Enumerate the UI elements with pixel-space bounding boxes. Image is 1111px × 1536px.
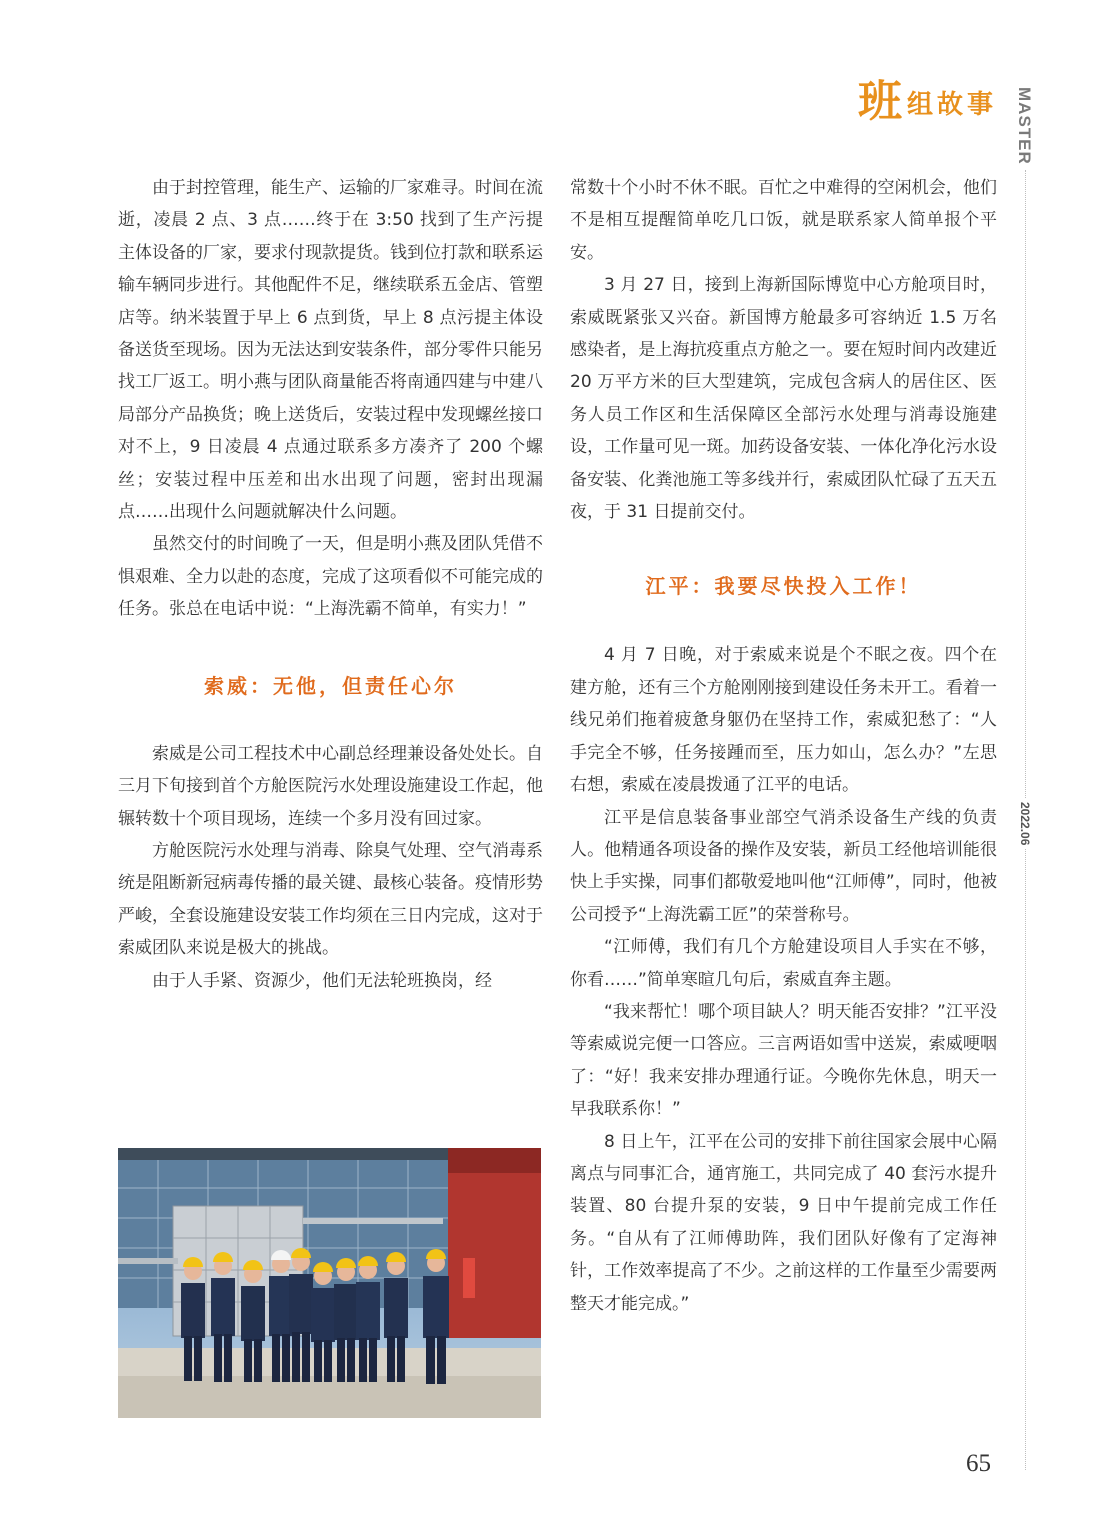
team-photo: [118, 1148, 541, 1418]
section-heading-suowei: 索威：无他，但责任心尔: [204, 673, 457, 698]
section-heading-jiangping: 江平：我要尽快投入工作！: [645, 574, 922, 599]
section-header: [858, 74, 998, 127]
section-title-big-char: 班: [858, 76, 901, 127]
paragraph: 索威是公司工程技术中心副总经理兼设备处处长。自三月下旬接到首个方舱医院污水处理设施建设工作起，他辗转数十个项目现场，连续一个多月没有回过家。: [118, 743, 543, 829]
paragraph: 由于封控管理，能生产、运输的厂家难寻。时间在流逝，凌晨 2 点、3 点……终于在 3:50 找到了生产污提主体设备的厂家，要求付现款提货。钱到位打款和联系运输车辆同步进行。其他配件不足，继续联系五金店、管塑店等。纳米装置于早上 6 点到货，早上 8 点污提主体设备送货至现场。因为无法达到安装条件，部分零件只能另找工厂返工。明小燕与团队商量能否将南通四建与中建八局部分产品换货；晚上送货后，安装过程中发现螺丝接口对不上，9 日凌晨 4 点通过联系多方凑齐了 200 个螺丝；安装过程中压差和出水出现了问题，密封出现漏点……出现什么问题就解决什么问题。: [118, 178, 543, 523]
paragraph: 江平是信息装备事业部空气消杀设备生产线的负责人。他精通各项设备的操作及安装，新员工经他培训能很快上手实操，同事们都敬爱地叫他“江师傅”，同时，他被公司授予“上海洗霸工匠”的荣誉称号。: [570, 807, 997, 925]
paragraph: “我来帮忙！哪个项目缺人？明天能否安排？”江平没等索威说完便一口答应。三言两语如雪中送炭，索威哽咽了：“好！我来安排办理通行证。今晚你先休息，明天一早我联系你！”: [570, 1001, 997, 1120]
paragraph: 由于人手紧、资源少，他们无法轮班换岗，经: [152, 970, 492, 991]
paragraph: 虽然交付的时间晚了一天，但是明小燕及团队凭借不惧艰难、全力以赴的态度，完成了这项看似不可能完成的任务。张总在电话中说：“上海洗霸不简单，有实力！”: [118, 534, 543, 620]
paragraph: 常数十个小时不休不眠。百忙之中难得的空闲机会，他们不是相互提醒简单吃几口饭，就是联系家人简单报个平安。: [570, 178, 997, 263]
paragraph: 3 月 27 日，接到上海新国际博览中心方舱项目时，索威既紧张又兴奋。新国博方舱最多可容纳近 1.5 万名感染者，是上海抗疫重点方舱之一。要在短时间内改建近 20 万平方米的巨大型建筑，完成包含病人的居住区、医务人员工作区和生活保障区全部污水处理与消毒设施建设，工作量可见一斑。加药设备安装、一体化净化污水设备安装、化粪池施工等多线并行，索威团队忙碌了五天五夜，于 31 日提前交付。: [570, 275, 997, 523]
section-title: 组故事: [907, 90, 998, 120]
right-column: [570, 172, 997, 1320]
left-column: [118, 172, 543, 997]
paragraph: “江师傅，我们有几个方舱建设项目人手实在不够，你看……”简单寒暄几句后，索威直奔主题。: [570, 937, 997, 990]
page-number: 65: [966, 1450, 991, 1477]
paragraph: 4 月 7 日晚，对于索威来说是个不眠之夜。四个在建方舱，还有三个方舱刚刚接到建设任务未开工。看着一线兄弟们拖着疲惫身躯仍在坚持工作，索威犯愁了：“人手完全不够，任务接踵而至，压力如山，怎么办？”左思右想，索威在凌晨拨通了江平的电话。: [570, 645, 997, 796]
magazine-side-label: MASTER: [1015, 87, 1034, 165]
issue-date: 2022.06: [1018, 798, 1032, 849]
paragraph: 方舱医院污水处理与消毒、除臭气处理、空气消毒系统是阻断新冠病毒传播的最关键、最核心装备。疫情形势严峻，全套设施建设安装工作均须在三日内完成，这对于索威团队来说是极大的挑战。: [118, 840, 543, 959]
paragraph: 8 日上午，江平在公司的安排下前往国家会展中心隔离点与同事汇合，通宵施工，共同完成了 40 套污水提升装置、80 台提升泵的安装，9 日中午提前完成工作任务。“自从有了江师傅助阵，我们团队好像有了定海神针，工作效率提高了不少。之前这样的工作量至少需要两整天才能完成。”: [570, 1131, 997, 1314]
